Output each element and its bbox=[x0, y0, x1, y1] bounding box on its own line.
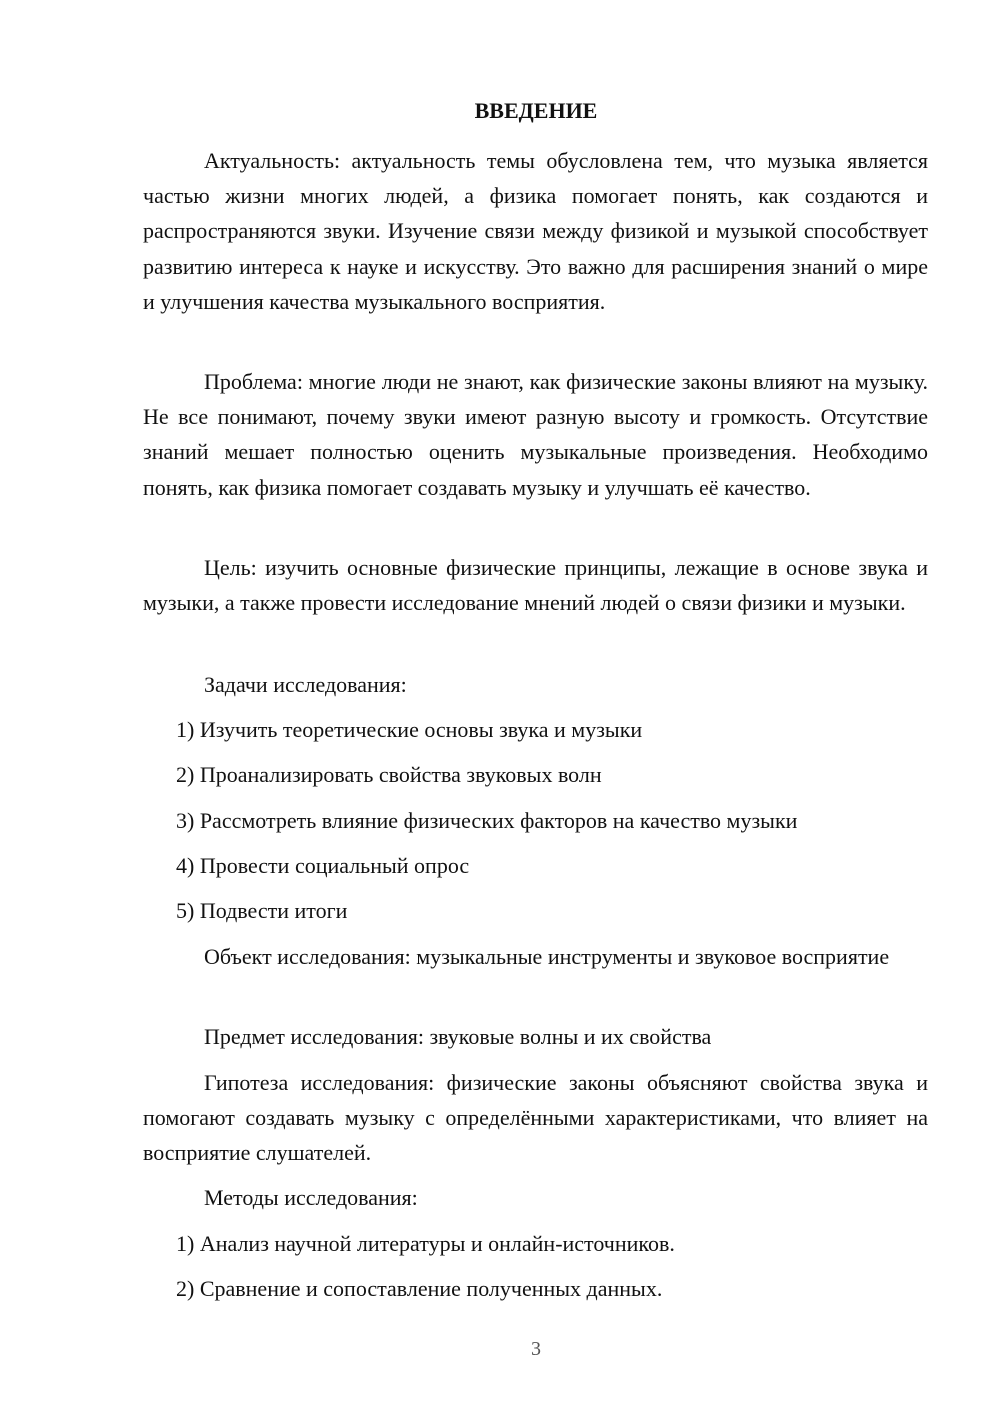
list-item: 2) Проанализировать свойства звуковых волн bbox=[176, 762, 602, 787]
page-title: ВВЕДЕНИЕ bbox=[474, 98, 598, 123]
subject-line: Предмет исследования: звуковые волны и их свойства bbox=[204, 1024, 712, 1049]
hypothesis-paragraph: Гипотеза исследования: физические законы объясняют свойства звука и помогают создавать музыку с определёнными характеристиками, что влияет на восприятие слушателей. bbox=[143, 1070, 928, 1166]
problem-paragraph: Проблема: многие люди не знают, как физические законы влияют на музыку. Не все понимают, почему звуки имеют разную высоту и громкость. Отсутствие знаний мешает полностью оценить музыкальные произведения. Необходимо понять, как физика помогает создавать музыку и улучшать её качество. bbox=[143, 369, 928, 500]
goal-paragraph: Цель: изучить основные физические принципы, лежащие в основе звука и музыки, а также провести исследование мнений людей о связи физики и музыки. bbox=[143, 555, 928, 616]
object-paragraph: Объект исследования: музыкальные инструменты и звуковое восприятие bbox=[204, 944, 890, 969]
list-item: 1) Анализ научной литературы и онлайн-источников. bbox=[176, 1231, 675, 1256]
page-number: 3 bbox=[531, 1338, 541, 1360]
list-item: 3) Рассмотреть влияние физических факторов на качество музыки bbox=[176, 808, 798, 833]
list-item: 2) Сравнение и сопоставление полученных данных. bbox=[176, 1276, 663, 1301]
methods-heading: Методы исследования: bbox=[204, 1185, 418, 1210]
list-item: 4) Провести социальный опрос bbox=[176, 853, 470, 878]
relevance-paragraph: Актуальность: актуальность темы обусловлена тем, что музыка является частью жизни многих людей, а физика помогает понять, как создаются и распространяются звуки. Изучение связи между физикой и музыкой способствует развитию интереса к науке и искусству. Это важно для расширения знаний о мире и улучшения качества музыкального восприятия. bbox=[143, 148, 928, 314]
list-item: 1) Изучить теоретические основы звука и музыки bbox=[176, 717, 643, 742]
list-item: 5) Подвести итоги bbox=[176, 898, 348, 923]
tasks-heading: Задачи исследования: bbox=[204, 672, 407, 697]
